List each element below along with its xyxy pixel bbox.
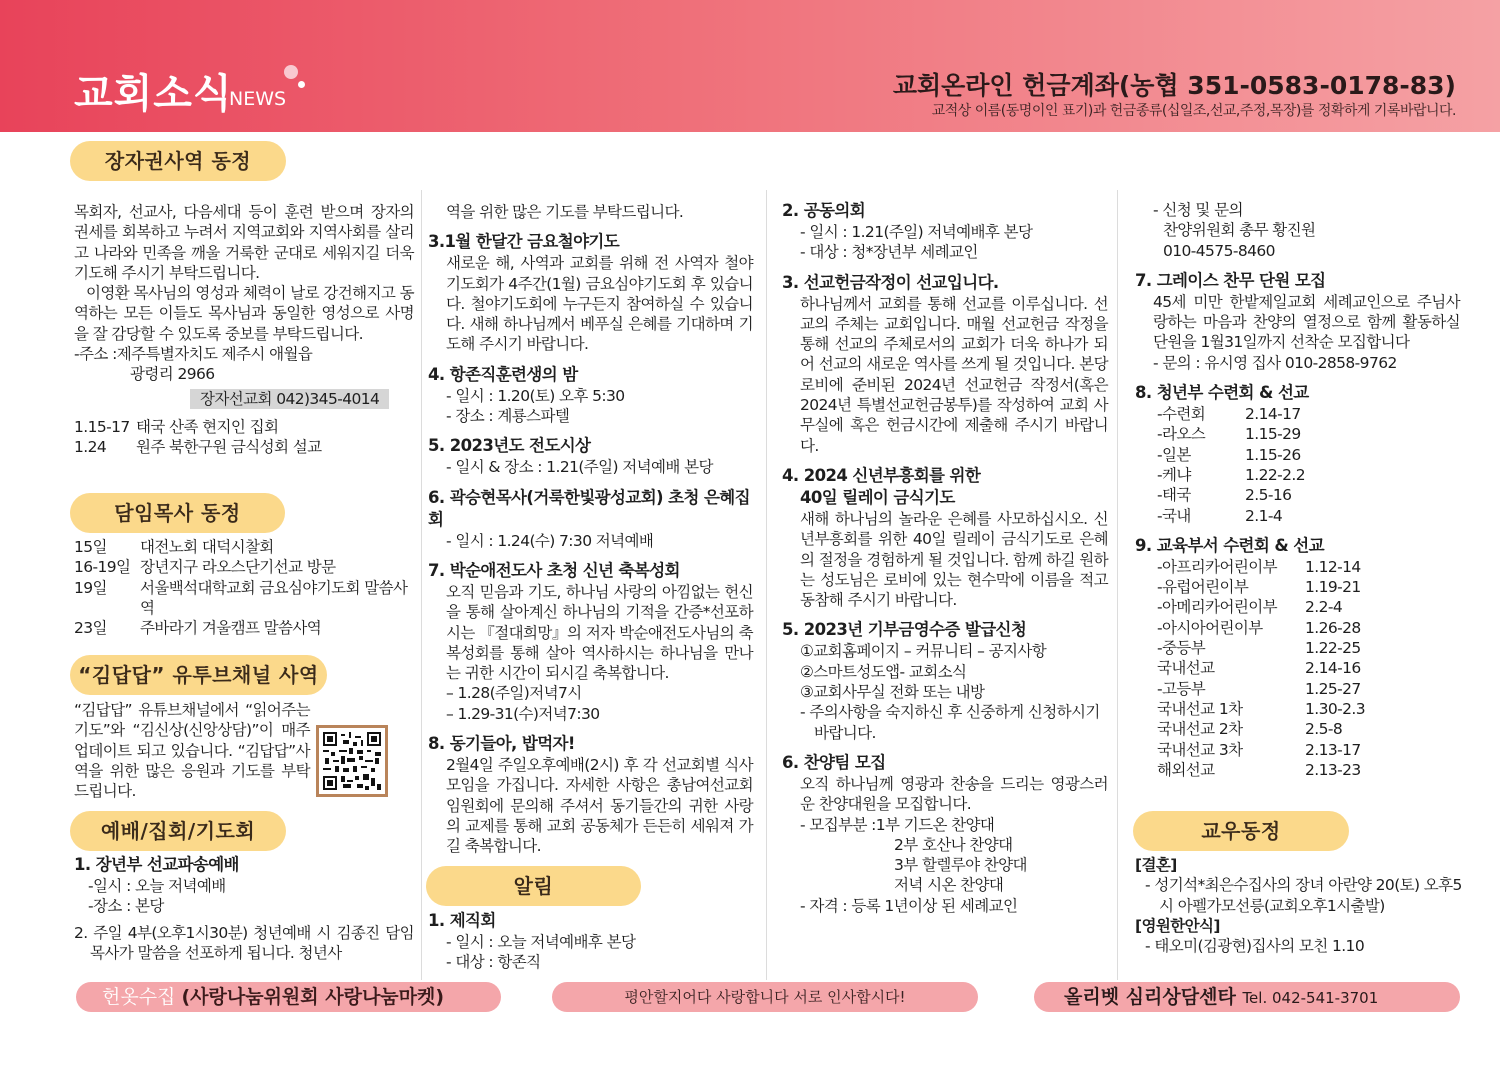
retreat-row-value: 2.1-4 <box>1245 506 1283 525</box>
education-row-value: 2.14-16 <box>1305 659 1361 678</box>
qr-code[interactable] <box>316 725 388 797</box>
education-row-key: 국내선교 2차 <box>1157 720 1243 739</box>
retreat-row <box>1135 424 1460 444</box>
education-row <box>1135 740 1460 760</box>
choir-qualification: - 자격 : 등록 1년이상 된 세례교인 <box>800 896 1018 915</box>
retreat-row-value: 2.5-16 <box>1245 486 1292 505</box>
qr-code-icon <box>323 732 381 790</box>
item-detail: - 장소 : 계룡스파텔 <box>446 407 570 426</box>
item-body: 2월4일 주일오후예배(2시) 후 각 선교회별 식사 모임을 가집니다. 자세한 사항은 총남여선교회 임원회에 문의해 주셔서 동기들간의 귀한 사랑의 교제를 통해 교회 공동체가 든든히 세워져 가길 축복합니다. <box>446 756 753 856</box>
item-title: 2. 공동의회 <box>782 201 866 220</box>
item-detail: - 일시 & 장소 : 1.21(주일) 저녁예배 본당 <box>446 458 713 477</box>
jangja-paragraph: 목회자, 선교사, 다음세대 등이 훈련 받으며 장자의 권세를 회복하고 누려서 지역교회와 지역사회를 살리고 나라와 민족을 깨울 거룩한 군대로 세워지길 더욱 기도해 주시기 부탁드립니다. <box>74 203 414 282</box>
section-title-jangja: 장자권사역 동정 <box>70 141 286 181</box>
item-title: 9. 교육부서 수련회 & 선교 <box>1135 535 1324 555</box>
phone-box: 장자선교회 042)345-4014 <box>190 389 389 409</box>
education-row <box>1135 618 1460 638</box>
education-row-value: 1.19-21 <box>1305 578 1361 597</box>
education-row-key: 국내선교 1차 <box>1157 699 1243 718</box>
address-label: -주소 : <box>74 345 117 364</box>
retreat-list <box>1135 404 1460 526</box>
education-row-value: 1.30-2.3 <box>1305 699 1365 718</box>
retreat-row <box>1135 465 1460 485</box>
pastor-row-value: 대전노회 대덕시찰회 <box>140 538 274 556</box>
contact-line: 찬양위원회 총무 황진원 <box>1163 221 1316 240</box>
contact-line: - 신청 및 문의 <box>1153 201 1243 219</box>
offering-account: 교회온라인 헌금계좌(농협 351-0583-0178-83) <box>892 71 1456 100</box>
choir-list <box>782 815 1108 835</box>
education-row-key: -유럽어린이부 <box>1157 578 1249 597</box>
item-detail: - 일시 : 1.24(수) 7:30 저녁예배 <box>446 531 654 550</box>
item-title: 1. 제직회 <box>428 911 496 930</box>
choir-item: 2부 호산나 찬양대 <box>894 835 1013 854</box>
item-title: 6. 찬양팀 모집 <box>782 752 886 772</box>
schedule-row-value: 태국 산족 현지인 집회 <box>136 417 279 436</box>
condolence-heading: [영원한안식] <box>1135 916 1220 935</box>
jangja-paragraph: 이영환 목사님의 영성과 체력이 날로 강건해지고 동역하는 모든 이들도 목사님과 동일한 영성으로 사명을 잘 감당할 수 있도록 중보를 부탁드립니다. <box>74 284 414 343</box>
greeting-banner: 평안할지어다 사랑합니다 서로 인사합시다! <box>552 982 978 1012</box>
notice-section <box>428 910 753 973</box>
schedule-row-key: 1.24 <box>74 438 107 457</box>
choir-label: - 모집부분 : <box>800 815 876 834</box>
retreat-row-value: 1.22-2.2 <box>1245 465 1305 484</box>
section-title-worship: 예배/집회/기도회 <box>70 811 286 851</box>
pastor-schedule <box>74 537 414 638</box>
schedule-row <box>74 437 414 457</box>
contact-line: 010-4575-8460 <box>1163 241 1275 260</box>
education-row-value: 2.5-8 <box>1305 720 1343 739</box>
schedule-row-key: 1.15-17 <box>74 417 130 436</box>
header-banner <box>0 0 1500 132</box>
retreat-row-value: 2.14-17 <box>1245 405 1301 424</box>
item-detail: ②스마트성도앱- 교회소식 <box>800 662 967 681</box>
education-row <box>1135 658 1460 678</box>
education-row-key: -중등부 <box>1157 639 1206 658</box>
education-row-value: 2.13-17 <box>1305 740 1361 759</box>
item-title: 8. 동기들아, 밥먹자! <box>428 734 575 754</box>
decor-dot-icon <box>284 65 298 79</box>
retreat-row <box>1135 404 1460 424</box>
education-row-value: 1.12-14 <box>1305 557 1361 576</box>
retreat-row <box>1135 445 1460 465</box>
worship-item-detail: -일시 : 오늘 저녁예배 <box>88 877 226 895</box>
jangja-schedule <box>74 417 414 458</box>
item-detail: - 일시 : 1.21(주일) 저녁예배후 본당 <box>800 223 1033 241</box>
youtube-paragraph: “김답답” 유튜브채널에서 “읽어주는 기도”와 “김신상(신앙상담)”이 매주 업데이트 되고 있습니다. “김답답”사역을 위한 많은 응원과 기도를 부탁드립니다. <box>74 701 310 801</box>
address-line: 제주특별자치도 제주시 애월읍 <box>116 345 313 364</box>
pastor-row <box>74 557 414 577</box>
worship-item-detail: -장소 : 본당 <box>88 897 164 916</box>
alumni-section <box>1135 855 1465 956</box>
schedule-row-value: 원주 북한구원 금식성회 설교 <box>136 438 322 457</box>
pastor-row <box>74 618 414 638</box>
education-row <box>1135 679 1460 699</box>
marriage-heading: [결혼] <box>1135 856 1177 874</box>
education-row <box>1135 557 1460 577</box>
retreat-row-value: 1.15-26 <box>1245 445 1301 464</box>
item-detail: ①교회홈페이지 – 커뮤니티 – 공지사항 <box>800 642 1047 661</box>
column-divider <box>1117 190 1118 980</box>
page-title: 교회소식 <box>74 71 233 117</box>
item-body: 하나님께서 교회를 통해 선교를 이루십니다. 선교의 주체는 교회입니다. 매월 선교헌금 작정을 통해 선교의 주체로서의 교회가 더욱 하나가 되어 선교의 새로운 역사를 쓰게 될 것입니다. 본당 로비에 준비된 2024년 선교헌금 작정서(혹은 2024년 특별선교헌금봉투)를 작성하여 교회 사무실에 혹은 헌금시간에 제출해 주시기 바랍니다. <box>800 294 1108 455</box>
worship-item-2: 2. 주일 4부(오후1시30분) 청년예배 시 김종진 담임목사가 말씀을 선포하게 됩니다. 청년사 <box>74 923 414 962</box>
counseling-center-banner <box>1034 982 1460 1012</box>
pastor-row-key: 16-19일 <box>74 558 131 577</box>
section-title-youtube: “김답답” 유투브채널 사역 <box>70 655 327 695</box>
retreat-row-value: 1.15-29 <box>1245 425 1301 444</box>
counseling-center-name: 올리벳 심리상담센타 <box>1064 986 1236 1008</box>
section-title-alumni: 교우동정 <box>1133 811 1349 851</box>
retreat-row-key: -일본 <box>1157 445 1191 464</box>
condolence-item: - 태오미(김광현)집사의 모친 1.10 <box>1145 937 1365 956</box>
youtube-section <box>74 700 310 801</box>
section-title-pastor: 담임목사 동정 <box>70 493 285 533</box>
offering-account-note: 교적상 이름(동명이인 표기)과 헌금종류(십일조,선교,주정,목장)를 정확하게 기록바랍니다. <box>931 103 1456 119</box>
schedule-row <box>74 417 414 437</box>
column-4 <box>1135 200 1460 780</box>
item-detail: ③교회사무실 전화 또는 내방 <box>800 683 985 702</box>
education-row-key: -아시아어린이부 <box>1157 618 1263 637</box>
column-2 <box>428 202 753 857</box>
education-row-key: 국내선교 <box>1157 659 1215 678</box>
item-title: 4. 2024 신년부흥회를 위한 <box>782 465 981 485</box>
retreat-row-key: -태국 <box>1157 486 1191 505</box>
item-detail: - 대상 : 항존직 <box>446 953 541 972</box>
choir-item: 3부 할렐루야 찬양대 <box>894 856 1027 875</box>
item-title: 5. 2023년 기부금영수증 발급신청 <box>782 620 1027 640</box>
education-row-value: 1.22-25 <box>1305 639 1361 658</box>
section-title-notice: 알림 <box>426 866 641 906</box>
pastor-row-value: 장년지구 라오스단기선교 방문 <box>140 558 336 577</box>
item-body: 새해 하나님의 놀라운 은혜를 사모하십시오. 신년부흥회를 위한 40일 릴레이 금식기도로 은혜의 절정을 경험하게 될 것입니다. 함께 하길 원하는 성도님은 로비에 있는 현수막에 이름을 적고 동참해 주시기 바랍니다. <box>800 509 1108 610</box>
education-row <box>1135 699 1460 719</box>
education-list <box>1135 557 1460 780</box>
jangja-section <box>74 202 414 458</box>
item-title: 4. 항존직훈련생의 밤 <box>428 364 578 384</box>
education-row-value: 2.2-4 <box>1305 598 1343 617</box>
address <box>74 344 414 364</box>
pastor-row-key: 23일 <box>74 619 107 638</box>
column-divider <box>766 190 767 980</box>
choir-item: 저녁 시온 찬양대 <box>894 876 1004 895</box>
retreat-row-key: -케냐 <box>1157 465 1191 484</box>
item-title: 3. 선교헌금작정이 선교입니다. <box>782 272 999 292</box>
column-3 <box>782 200 1108 916</box>
item-body: 오직 하나님께 영광과 찬송을 드리는 영광스러운 찬양대원을 모집합니다. <box>800 774 1108 814</box>
pastor-row-value: 서울백석대학교회 금요심야기도회 말씀사역 <box>140 578 408 617</box>
address-line: 광령리 2966 <box>130 365 215 384</box>
item-body: 새로운 해, 사역과 교회를 위해 전 사역자 철야기도회가 4주간(1월) 금요심야기도회 후 있습니다. 철야기도회에 누구든지 참여하실 수 있습니다. 새해 하나님께서 베푸실 은혜를 기대하며 기도해 주시기 바랍니다. <box>446 254 753 354</box>
item-body: 오직 믿음과 기도, 하나님 사랑의 아낌없는 헌신을 통해 살아계신 하나님의 기적을 간증*선포하시는 『절대희망』의 저자 박순애전도사님의 축복성회를 통해 살아 역사하시는 하나님을 만나는 귀한 시간이 되시길 축복합니다. <box>446 582 753 683</box>
item-detail: – 1.28(주일)저녁7시 <box>446 684 582 703</box>
retreat-row-key: -수련회 <box>1157 405 1206 424</box>
worship-section <box>74 854 414 963</box>
item-title: 6. 곽승현목사(거룩한빛광성교회) 초청 은혜집회 <box>428 487 750 529</box>
item-detail: - 문의 : 유시영 집사 010-2858-9762 <box>1153 353 1397 372</box>
retreat-row <box>1135 506 1460 526</box>
decor-dot-small-icon <box>298 81 305 88</box>
education-row-key: -아메리카어린이부 <box>1157 598 1277 617</box>
education-row-key: -아프리카어린이부 <box>1157 557 1277 576</box>
clothing-drive-label: 헌옷수집 <box>102 986 176 1008</box>
education-row <box>1135 577 1460 597</box>
education-row <box>1135 760 1460 780</box>
item-title: 7. 박순애전도사 초청 신년 축복성회 <box>428 560 680 580</box>
retreat-row-key: -국내 <box>1157 506 1191 525</box>
news-label: NEWS <box>229 88 287 110</box>
marriage-item: - 성기석*최은수집사의 장녀 아란양 20(토) 오후5시 아펠가모선릉(교회오후1시출발) <box>1145 876 1462 915</box>
education-row-key: 국내선교 3차 <box>1157 740 1243 759</box>
education-row-key: -고등부 <box>1157 679 1206 698</box>
clothing-drive-detail: (사랑나눔위원회 사랑나눔마켓) <box>181 986 445 1008</box>
pastor-row-key: 19일 <box>74 578 107 597</box>
item-title: 40일 릴레이 금식기도 <box>800 487 955 507</box>
column-divider <box>421 190 422 980</box>
pastor-row-value: 주바라기 겨울캠프 말씀사역 <box>140 619 322 638</box>
retreat-row <box>1135 485 1460 505</box>
item-detail: - 일시 : 1.20(토) 오후 5:30 <box>446 386 625 405</box>
pastor-row <box>74 578 414 619</box>
education-row-key: 해외선교 <box>1157 760 1215 779</box>
education-row-value: 1.26-28 <box>1305 618 1361 637</box>
item-title: 8. 청년부 수련회 & 선교 <box>1135 383 1309 403</box>
pastor-row <box>74 537 414 557</box>
clothing-drive-banner <box>76 982 501 1012</box>
item-detail: - 일시 : 오늘 저녁예배후 본당 <box>446 933 636 951</box>
education-row-value: 2.13-23 <box>1305 760 1361 779</box>
education-row <box>1135 719 1460 739</box>
item-detail: - 대상 : 청*장년부 세례교인 <box>800 243 978 262</box>
choir-item: 1부 기드온 찬양대 <box>875 815 995 834</box>
pastor-row-key: 15일 <box>74 538 107 556</box>
item-body: 45세 미만 한밭제일교회 세례교인으로 주님사랑하는 마음과 찬양의 열정으로 함께 활동하실 단원을 1월31일까지 선착순 모집합니다 <box>1153 292 1460 352</box>
item-detail: - 주의사항을 숙지하신 후 신중하게 신청하시기 바랍니다. <box>800 703 1100 742</box>
item-title: 5. 2023년도 전도시상 <box>428 436 591 456</box>
education-row <box>1135 597 1460 617</box>
continued-text: 역을 위한 많은 기도를 부탁드립니다. <box>446 203 684 221</box>
education-row <box>1135 638 1460 658</box>
item-title: 7. 그레이스 찬무 단원 모집 <box>1135 270 1326 290</box>
worship-item-title: 1. 장년부 선교파송예배 <box>74 855 239 874</box>
item-detail: – 1.29-31(수)저녁7:30 <box>446 704 600 723</box>
counseling-center-phone: Tel. 042-541-3701 <box>1242 989 1379 1007</box>
item-title: 3.1월 한달간 금요철야기도 <box>428 232 620 252</box>
retreat-row-key: -라오스 <box>1157 425 1206 444</box>
education-row-value: 1.25-27 <box>1305 679 1361 698</box>
